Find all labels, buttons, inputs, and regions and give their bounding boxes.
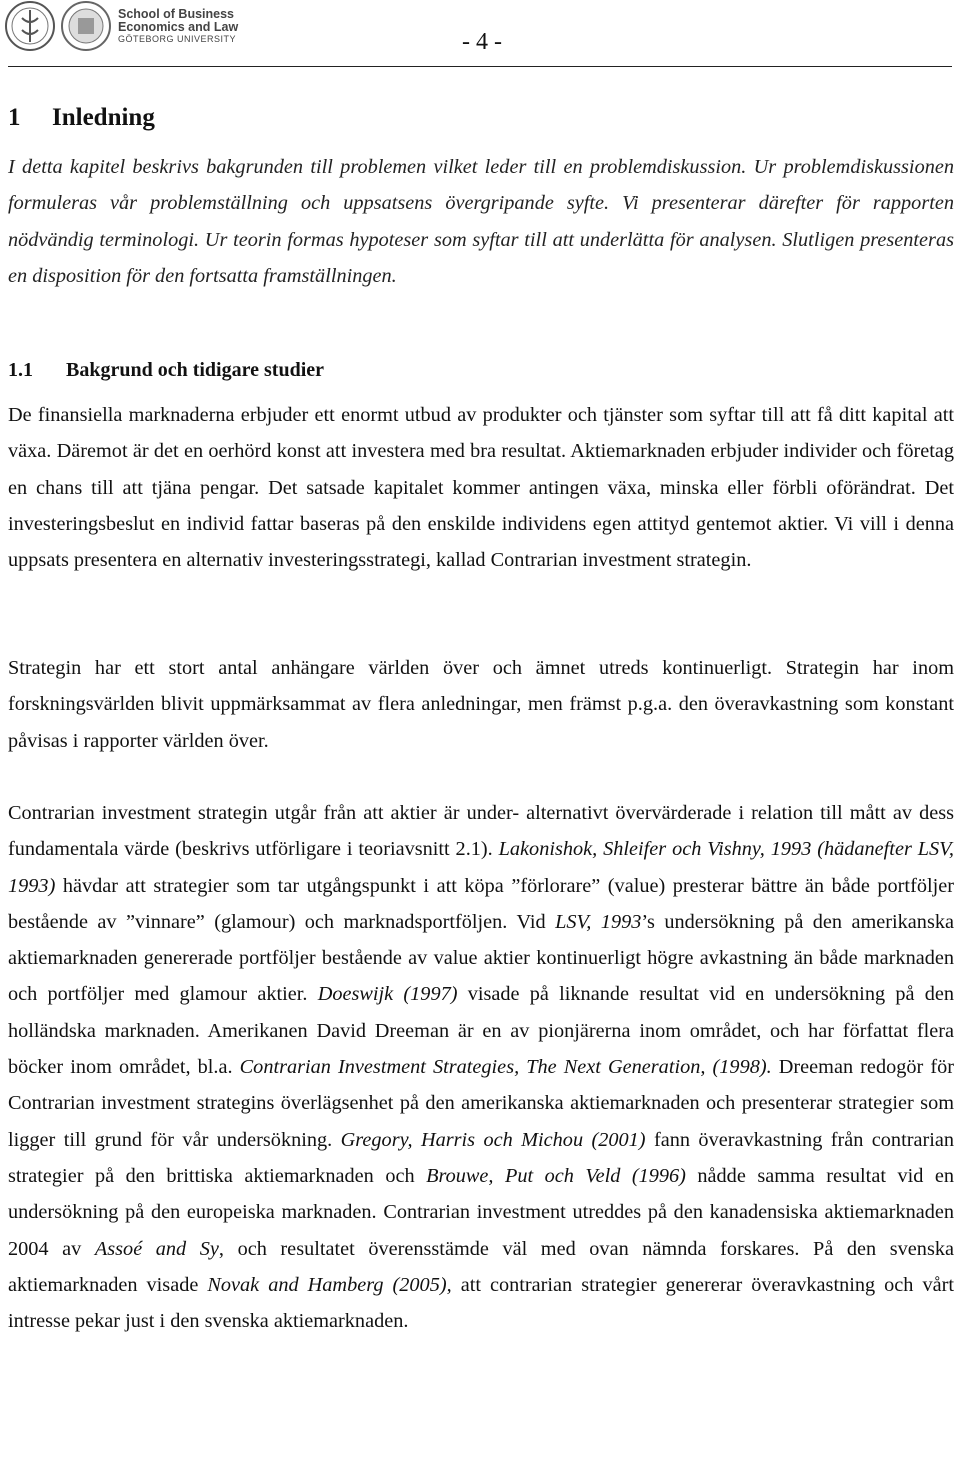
section-heading: [8, 104, 155, 132]
citation: Doeswijk (1997): [317, 983, 458, 1006]
text-run: , och resultatet överensstämde väl med ovan nämnda forskares. På den svenska aktiemarknaden visade: [8, 1237, 954, 1296]
citation: LSV, 1993: [555, 910, 642, 933]
citation: Lakonishok, Shleifer och Vishny, 1993 (hädanefter LSV, 1993): [8, 838, 954, 897]
logo-text-line1: School of Business: [118, 7, 234, 21]
citation: Gregory, Harris och Michou (2001): [340, 1128, 646, 1151]
institution-logo-text: [118, 8, 238, 45]
text-run: ’s undersökning på den amerikanska aktiemarknaden genererade portföljer bestående av value aktier kontinuerligt högre avkastning än både marknaden och portföljer med glamour aktier.: [8, 910, 954, 1006]
text-run: fann överavkastning från contrarian strategier på den brittiska aktiemarknaden och: [8, 1128, 954, 1187]
citation: Assoé and Sy: [94, 1237, 219, 1260]
body-paragraph-3: [8, 795, 954, 1339]
text-run: att contrarian strategier genererar överavkastning och vårt intresse pekar just i den svenska aktiemarknaden.: [8, 1273, 954, 1333]
text-run: Dreeman redogör för Contrarian investment strategins överlägsenhet på den amerikanska aktiemarknaden och presenterar strategier som ligger till grund för vår undersökning.: [8, 1056, 954, 1151]
chapter-intro-paragraph: I detta kapitel beskrivs bakgrunden till problemen vilket leder till en problemdiskussion. Ur problemdiskussionen formuleras vår problemställning och uppsatsens övergripande syfte. Vi presenterar därefter för rapporten nödvändig terminologi. Ur teorin formas hypoteser som syftar till att underlätta för analysen. Slutligen presenteras en disposition för den fortsatta framställningen.: [8, 156, 954, 287]
subsection-number: 1.1: [8, 359, 33, 381]
citation: Brouwe, Put och Veld (1996): [426, 1164, 686, 1187]
header-divider: [8, 66, 952, 67]
page-number: - 4 -: [462, 29, 502, 55]
logo-text-line3: GÖTEBORG UNIVERSITY: [118, 34, 237, 45]
section-title: Inledning: [52, 104, 155, 131]
citation: Novak and Hamberg (2005),: [207, 1273, 452, 1296]
logo-text-line2: Economics and Law: [118, 20, 239, 35]
university-seal-icon: [4, 0, 56, 52]
book-title: Contrarian Investment Strategies, The Next Generation, (1998).: [239, 1056, 772, 1079]
text-run: visade på liknande resultat vid en undersökning på den holländska marknaden. Amerikanen David Dreeman är en av pionjärerna inom området, och har författat flera böcker inom området, bl.a.: [8, 983, 954, 1079]
university-crest-icon: [60, 0, 112, 52]
text-run: hävdar att strategier som tar utgångspunkt i att köpa ”förlorare” (value) presterar bättre än både portföljer bestående av ”vinnare” (glamour) och marknadsportföljen. Vid: [8, 874, 954, 933]
subsection-heading: [8, 359, 324, 382]
body-paragraph-2: Strategin har ett stort antal anhängare världen över och ämnet utreds kontinuerligt. Strategin har inom forskningsvärlden blivit uppmärksammat av flera anledningar, men främst p.g.a. den överavkastning som konstant påvisas i rapporter världen över.: [8, 657, 954, 752]
body-paragraph-1: De finansiella marknaderna erbjuder ett enormt utbud av produkter och tjänster som syftar till att få ditt kapital att växa. Däremot är det en oerhörd konst att investera med bra resultat. Aktiemarknaden erbjuder individer och företag en chans till att tjäna pengar. Det satsade kapitalet kommer antingen växa, minska eller förbli oförändrat. Det investeringsbeslut en individ fattar baseras på den enskilde individens egen attityd gentemot aktier. Vi vill i denna uppsats presentera en alternativ investeringsstrategi, kallad Contrarian investment strategin.: [8, 404, 954, 572]
section-number: 1: [8, 104, 21, 131]
text-run: Contrarian investment strategin utgår från att aktier är under- alternativt övervärderade i relation till mått av dess fundamentala värde (beskrivs utförligare i teoriavsnitt 2.1).: [8, 802, 954, 861]
subsection-title: Bakgrund och tidigare studier: [66, 359, 324, 381]
text-run: nådde samma resultat vid en undersökning på den europeiska marknaden. Contrarian investment utreddes på den kanadensiska aktiemarknaden 2004 av: [8, 1164, 954, 1260]
